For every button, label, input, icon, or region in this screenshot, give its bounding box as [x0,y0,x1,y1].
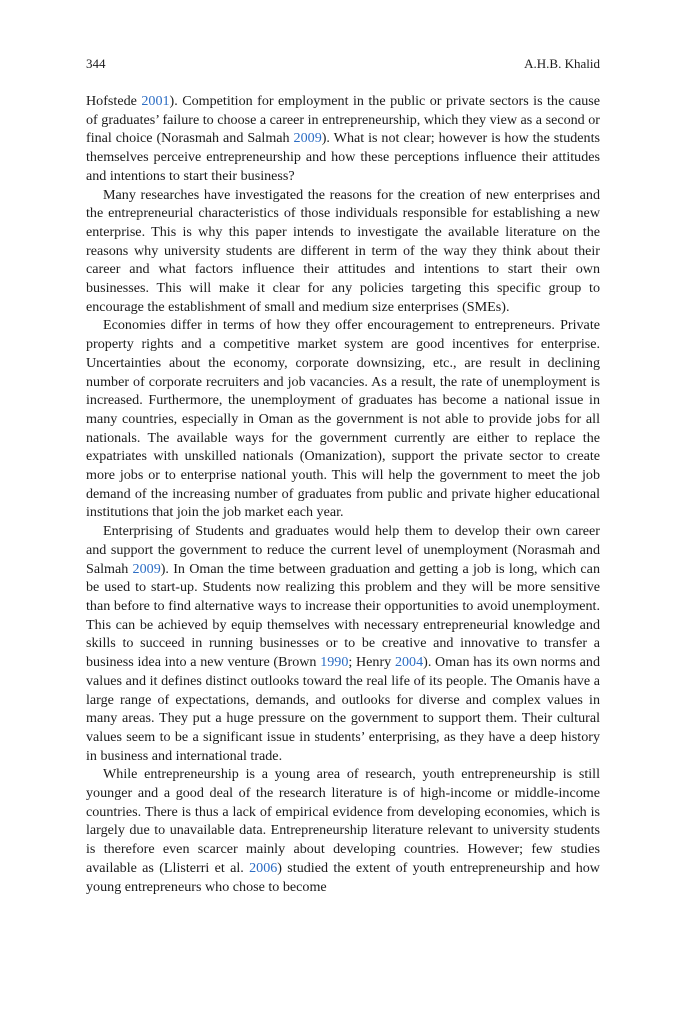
paragraph [86,316,600,522]
citation-year-link[interactable]: 1990 [320,654,349,671]
paragraph [86,765,600,896]
citation-year-link[interactable]: 2004 [394,654,424,671]
body-text [86,92,600,896]
citation-year-link[interactable]: 2009 [293,130,322,147]
paragraph [86,522,600,765]
paragraph-text: ; Henry [348,654,395,671]
paragraph-text: Enterprising of Students and graduates would help them to develop their own career and support the government to reduce the current level of unemployment (Norasmah and Salmah [86,523,600,577]
paragraph-text: ). Competition for employment in the public or private sectors is the cause of graduates’ failure to choose a career in entrepreneurship, which they view as a second or final choice (Norasmah and Salmah [86,93,600,147]
paragraph-text: ). In Oman the time between graduation and getting a job is long, which can be used to start-up. Students now realizing this problem and they will be more sensitive than before to find alternative ways to increase their opportunities to avoid unemployment. This can be achieved by equip themselves with necessary entrepreneurial knowledge and skills to succeed in running businesses or to be creative and innovative to transfer a business idea into a new venture (Brown [86,560,600,671]
paragraph-text: Many researches have investigated the reasons for the creation of new enterprises and the entrepreneurial characteristics of those individuals responsible for establishing a new enterprise. This is why this paper intends to investigate the available literature on the reasons why university students are different in term of the way they think about their career and what factors influence their attitudes and intentions to start their own businesses. This will make it clear for any policies targeting this specific group to encourage the establishment of small and medium size enterprises (SMEs). [86,186,600,315]
paragraph-text: ) studied the extent of youth entrepreneurship and how young entrepreneurs who chose to become [86,859,600,895]
paragraph [86,186,600,317]
paragraph-text: While entrepreneurship is a young area of research, youth entrepreneurship is still younger and a good deal of the research literature is of high-income or middle-income countries. There is thus a lack of empirical evidence from developing economies, which is largely due to unavailable data. Entrepreneurship literature relevant to university students is therefore even scarcer mainly about developing countries. However; few studies available as (Llisterri et al. [86,766,600,876]
paragraph-text: Economies differ in terms of how they offer encouragement to entrepreneurs. Private property rights and a competitive market system are good incentives for enterprise. Uncertainties about the economy, corporate downsizing, etc., are result in declining number of corporate recruiters and job vacancies. As a result, the rate of unemployment is increased. Furthermore, the unemployment of graduates has become a national issue in many countries, especially in Oman as the government is not able to provide jobs for all nationals. The available ways for the government currently are either to replace the expatriates with unskilled nationals (Omanization), support the private sector to create more jobs or to enterprise national youth. This will help the government to meet the job demand of the increasing number of graduates from public and private higher educational institutions that join the job market each year. [86,317,600,521]
paragraph [86,92,600,186]
citation-year-link[interactable]: 2001 [141,93,170,109]
citation-year-link[interactable]: 2009 [132,560,161,577]
paragraph-text: Hofstede [86,93,142,109]
paragraph-text: ). What is not clear; however is how the students themselves perceive entrepreneurship and how these perceptions influence their attitudes and intentions to start their business? [86,130,600,184]
citation-year-link[interactable]: 2006 [249,859,278,876]
page-number: 344 [86,56,106,71]
running-head [86,55,600,73]
paragraph-text: ). Oman has its own norms and values and it defines distinct outlooks toward the real life of its people. The Omanis have a large range of expectations, demands, and outlooks for diverse and complex values in many areas. They put a huge pressure on the government to support them. Their cultural values seem to be a significant issue in students’ enterprising, as they have a deep history in business and international trade. [86,654,600,764]
running-head-author: A.H.B. Khalid [524,56,600,71]
